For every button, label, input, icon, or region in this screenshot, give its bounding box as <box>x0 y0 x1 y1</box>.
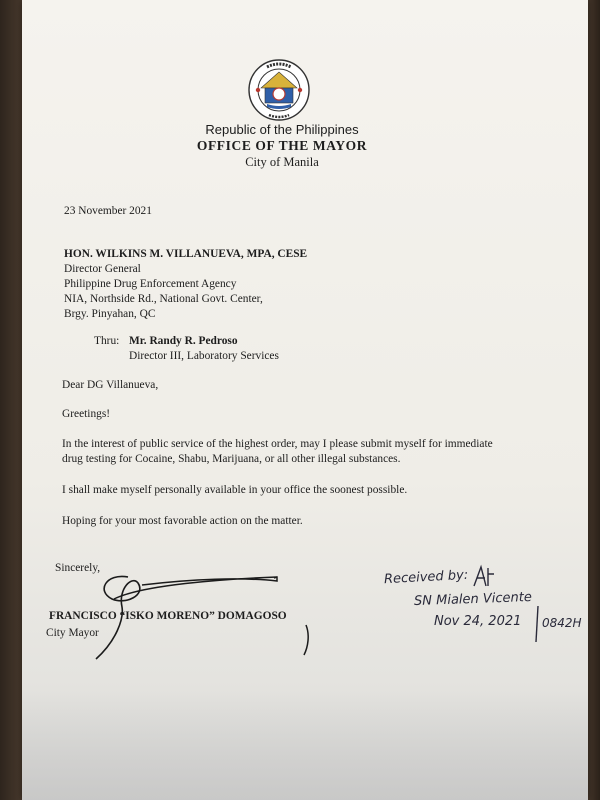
thru-label: Thru: <box>94 335 120 347</box>
addressee-agency: Philippine Drug Enforcement Agency <box>64 278 237 290</box>
addressee-title: Director General <box>64 263 141 275</box>
letter-date: 23 November 2021 <box>64 205 152 217</box>
received-time: 0842H <box>542 616 582 630</box>
signatory-title: City Mayor <box>46 627 99 639</box>
letterhead-city: City of Manila <box>245 155 319 169</box>
body-paragraph-2: I shall make myself personally available in your office the soonest possible. <box>62 484 408 496</box>
body-paragraph-1-line-1: In the interest of public service of the highest order, may I please submit myself for immediate <box>62 438 493 450</box>
addressee-name: HON. WILKINS M. VILLANUEVA, MPA, CESE <box>64 248 308 260</box>
body-paragraph-1-line-2: drug testing for Cocaine, Shabu, Marijuana, or all other illegal substances. <box>62 453 401 465</box>
table-surface-right <box>586 0 600 800</box>
signatory-name: FRANCISCO “ISKO MORENO” DOMAGOSO <box>49 610 287 622</box>
received-by-label: Received by: <box>383 567 469 588</box>
table-surface-left <box>0 0 24 800</box>
city-seal-icon <box>247 58 311 122</box>
letterhead-country: Republic of the Philippines <box>205 122 359 137</box>
body-paragraph-3: Hoping for your most favorable action on the matter. <box>62 515 303 527</box>
letterhead-office: OFFICE OF THE MAYOR <box>196 138 368 153</box>
photo-shadow <box>22 690 588 800</box>
received-date: Nov 24, 2021 <box>434 614 522 629</box>
closing: Sincerely, <box>55 562 101 574</box>
thru-name: Mr. Randy R. Pedroso <box>129 335 238 347</box>
receiver-name: SN Mialen Vicente <box>413 589 533 610</box>
receiver-initials-icon <box>470 564 496 590</box>
greeting: Greetings! <box>62 408 111 420</box>
salutation: Dear DG Villanueva, <box>62 379 159 391</box>
letter-page <box>22 0 588 800</box>
addressee-address-line2: Brgy. Pinyahan, QC <box>64 308 156 320</box>
handwritten-divider <box>534 604 540 644</box>
addressee-address-line1: NIA, Northside Rd., National Govt. Center, <box>64 293 263 305</box>
thru-title: Director III, Laboratory Services <box>129 350 279 362</box>
